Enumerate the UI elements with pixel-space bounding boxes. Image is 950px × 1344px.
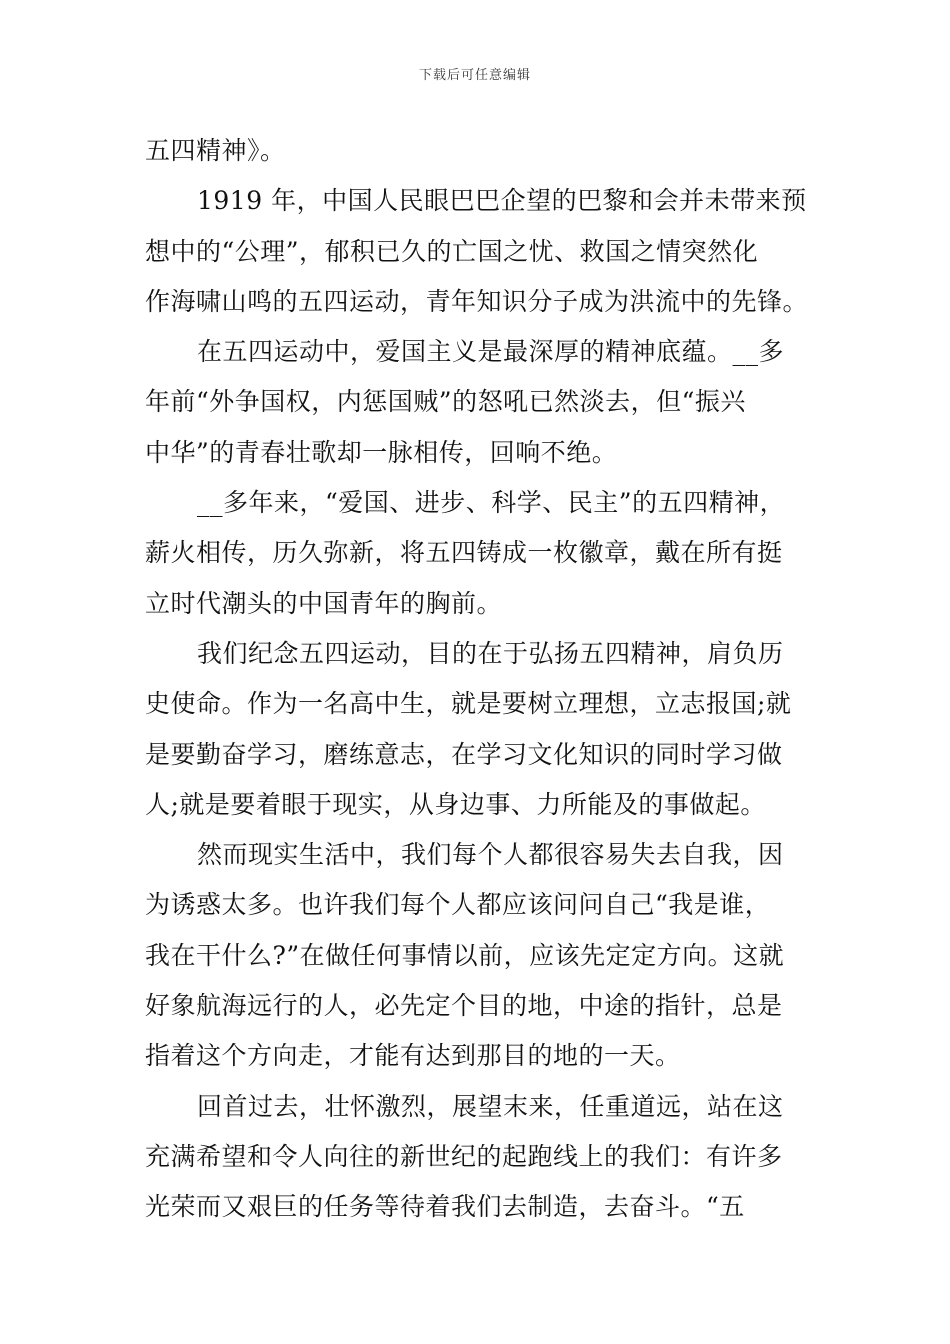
text-line: 想中的“公理”，郁积已久的亡国之忧、救国之情突然化	[145, 236, 759, 266]
text-line: __多年来，“爱国、进步、科学、民主”的五四精神，	[197, 488, 786, 518]
paragraph	[145, 478, 820, 629]
text-line: 年前“外争国权，内惩国贼”的怒吼已然淡去，但“振兴	[145, 387, 746, 417]
text-line: 然而现实生活中，我们每个人都很容易失去自我，因	[197, 840, 784, 870]
text-line: 好象航海远行的人，必先定个目的地，中途的指针，总是	[145, 991, 783, 1021]
text-line: 回首过去，壮怀激烈，展望末来，任重道远，站在这	[197, 1091, 784, 1121]
paragraph	[145, 327, 820, 478]
text-line: 作海啸山鸣的五四运动，青年知识分子成为洪流中的先锋。	[145, 286, 809, 316]
text-line: 立时代潮头的中国青年的胸前。	[145, 588, 503, 618]
text-line: 为诱惑太多。也许我们每个人都应该问问自己“我是谁，	[145, 890, 771, 920]
text-line: 史使命。作为一名高中生，就是要树立理想，立志报国;就	[145, 689, 792, 719]
text-line: 中华”的青春壮歌却一脉相传，回响不绝。	[145, 437, 618, 467]
paragraph	[145, 176, 820, 327]
text-line: 充满希望和令人向往的新世纪的起跑线上的我们：有许多	[145, 1141, 783, 1171]
text-line: 光荣而又艰巨的任务等待着我们去制造，去奋斗。“五	[145, 1192, 745, 1222]
text-line: 薪火相传，历久弥新，将五四铸成一枚徽章，戴在所有挺	[145, 538, 783, 568]
page-header: 下载后可任意编辑	[418, 68, 531, 83]
text-line: 1919 年，中国人民眼巴巴企望的巴黎和会并未带来预	[197, 186, 807, 216]
document-body	[145, 126, 820, 1233]
text-line: 指着这个方向走，才能有达到那目的地的一天。	[145, 1041, 681, 1071]
text-line: 我们纪念五四运动，目的在于弘扬五四精神，肩负历	[197, 638, 784, 668]
text-line: 人;就是要着眼于现实，从身边事、力所能及的事做起。	[145, 789, 766, 819]
text-line: 五四精神》。	[145, 136, 286, 165]
paragraph	[145, 126, 820, 176]
text-line: 在五四运动中，爱国主义是最深厚的精神底蕴。__多	[197, 337, 785, 367]
paragraph	[145, 1082, 820, 1233]
text-line: 是要勤奋学习，磨练意志，在学习文化知识的同时学习做	[145, 739, 783, 769]
paragraph	[145, 830, 820, 1081]
text-line: 我在干什么?”在做任何事情以前，应该先定定方向。这就	[145, 940, 785, 970]
paragraph	[145, 629, 820, 830]
